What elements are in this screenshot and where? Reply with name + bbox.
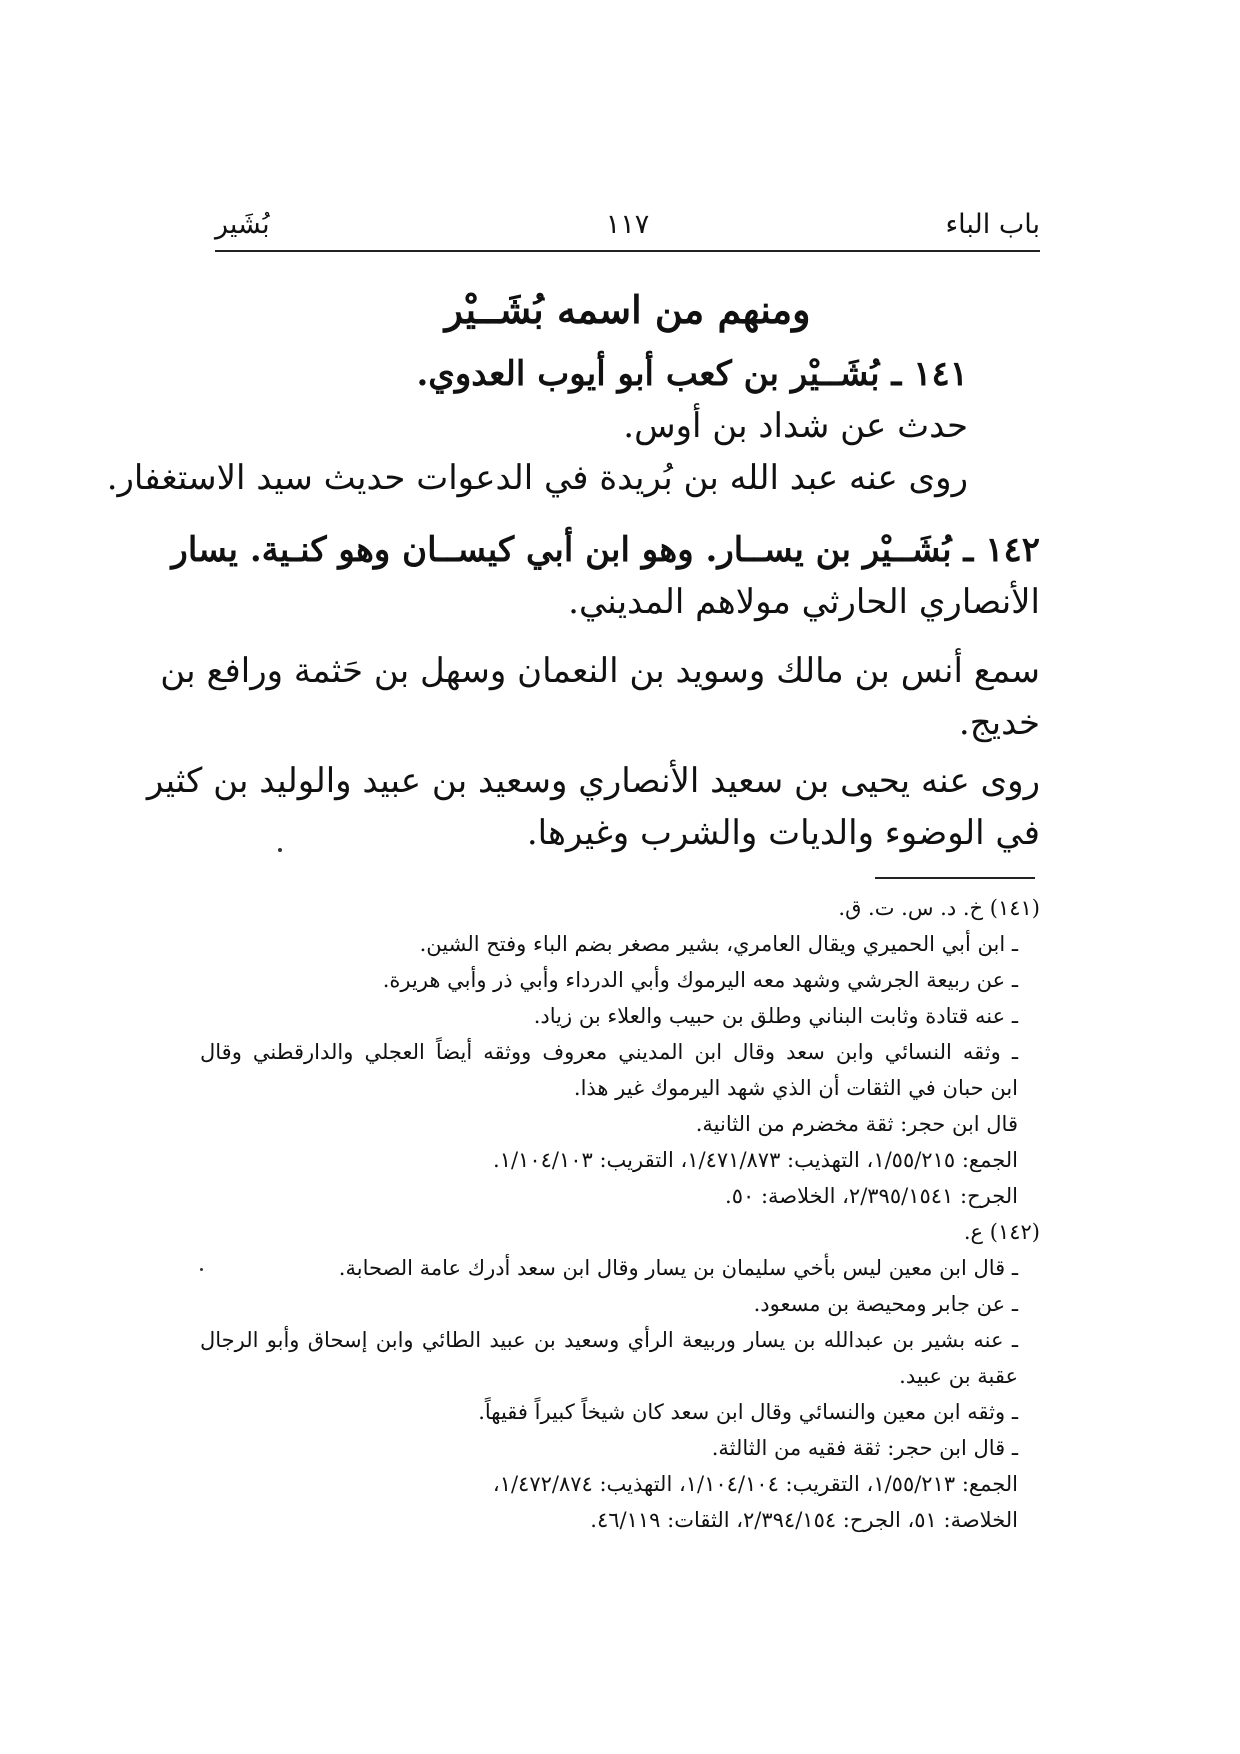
footnote-line: ـ ابن أبي الحميري ويقال العامري، بشير مصغر بضم الباء وفتح الشين. xyxy=(419,932,1018,956)
footnote-line: ـ عنه بشير بن عبدالله بن يسار وربيعة الرأي وسعيد بن عبيد الطائي وابن إسحاق وأبو الرجال xyxy=(200,1328,1018,1352)
speck xyxy=(278,848,282,852)
footnote-line: قال ابن حجر: ثقة مخضرم من الثانية. xyxy=(695,1112,1018,1136)
footnote-line: ـ وثقه النسائي وابن سعد وقال ابن المديني معروف ووثقه أيضاً العجلي والدارقطني وقال xyxy=(200,1040,1018,1064)
entry-142-line: روى عنه يحيى بن سعيد الأنصاري وسعيد بن عبيد والوليد بن كثير xyxy=(146,761,1040,801)
entry-142-title: ١٤٢ ـ بُشَــيْر بن يســار. وهو ابن أبي كيســان وهو كنـية. يسار xyxy=(171,530,1040,570)
running-head xyxy=(215,205,1040,245)
chapter-title: باب الباء xyxy=(945,209,1040,240)
entry-141-title: ١٤١ ـ بُشَــيْر بن كعب أبو أيوب العدوي. xyxy=(416,354,968,394)
entry-141-line: روى عنه عبد الله بن بُريدة في الدعوات حديث سيد الاستغفار. xyxy=(106,458,968,498)
page-number: ١١٧ xyxy=(605,209,650,240)
footnote-refs: الجرح: ٢/٣٩٥/١٥٤١، الخلاصة: ٥٠. xyxy=(725,1184,1018,1208)
footnote-line: ـ عن جابر ومحيصة بن مسعود. xyxy=(753,1292,1018,1316)
entry-142-line: الأنصاري الحارثي مولاهم المديني. xyxy=(568,582,1040,622)
footnote-line: ابن حبان في الثقات أن الذي شهد اليرموك غير هذا. xyxy=(573,1076,1018,1100)
entry-142-line: سمع أنس بن مالك وسويد بن النعمان وسهل بن حَثمة ورافع بن xyxy=(160,651,1040,691)
footnote-rule xyxy=(875,877,1035,879)
footnote-142-label: (١٤٢) ع. xyxy=(963,1220,1040,1244)
footnote-refs: الخلاصة: ٥١، الجرح: ٢/٣٩٤/١٥٤، الثقات: ٤٦/١١٩. xyxy=(590,1508,1018,1532)
footnote-refs: الجمع: ١/٥٥/٢١٣، التقريب: ١/١٠٤/١٠٤، التهذيب: ١/٤٧٢/٨٧٤، xyxy=(492,1472,1018,1496)
entry-142-line: في الوضوء والديات والشرب وغيرها. xyxy=(526,813,1040,853)
footnote-line: ـ قال ابن حجر: ثقة فقيه من الثالثة. xyxy=(711,1436,1018,1460)
footnote-line: ـ قال ابن معين ليس بأخي سليمان بن يسار وقال ابن سعد أدرك عامة الصحابة. xyxy=(338,1256,1018,1280)
header-rule xyxy=(215,250,1040,252)
footnote-line: ـ عنه قتادة وثابت البناني وطلق بن حبيب والعلاء بن زياد. xyxy=(533,1004,1018,1028)
section-heading: ومنهم من اسمه بُشَــيْر xyxy=(444,287,811,332)
footnote-line: ـ عن ربيعة الجرشي وشهد معه اليرموك وأبي الدرداء وأبي ذر وأبي هريرة. xyxy=(382,968,1018,992)
footnote-line: عقبة بن عبيد. xyxy=(899,1364,1018,1388)
entry-141-line: حدث عن شداد بن أوس. xyxy=(623,406,968,446)
entry-142-line: خديج. xyxy=(958,703,1040,743)
speck xyxy=(200,1268,203,1271)
footnote-refs: الجمع: ١/٥٥/٢١٥، التهذيب: ١/٤٧١/٨٧٣، التقريب: ١/١٠٤/١٠٣. xyxy=(493,1148,1018,1172)
running-name: بُشَير xyxy=(215,209,270,240)
footnote-141-label: (١٤١) خ. د. س. ت. ق. xyxy=(838,896,1040,920)
footnote-line: ـ وثقه ابن معين والنسائي وقال ابن سعد كان شيخاً كبيراً فقيهاً. xyxy=(478,1400,1018,1424)
